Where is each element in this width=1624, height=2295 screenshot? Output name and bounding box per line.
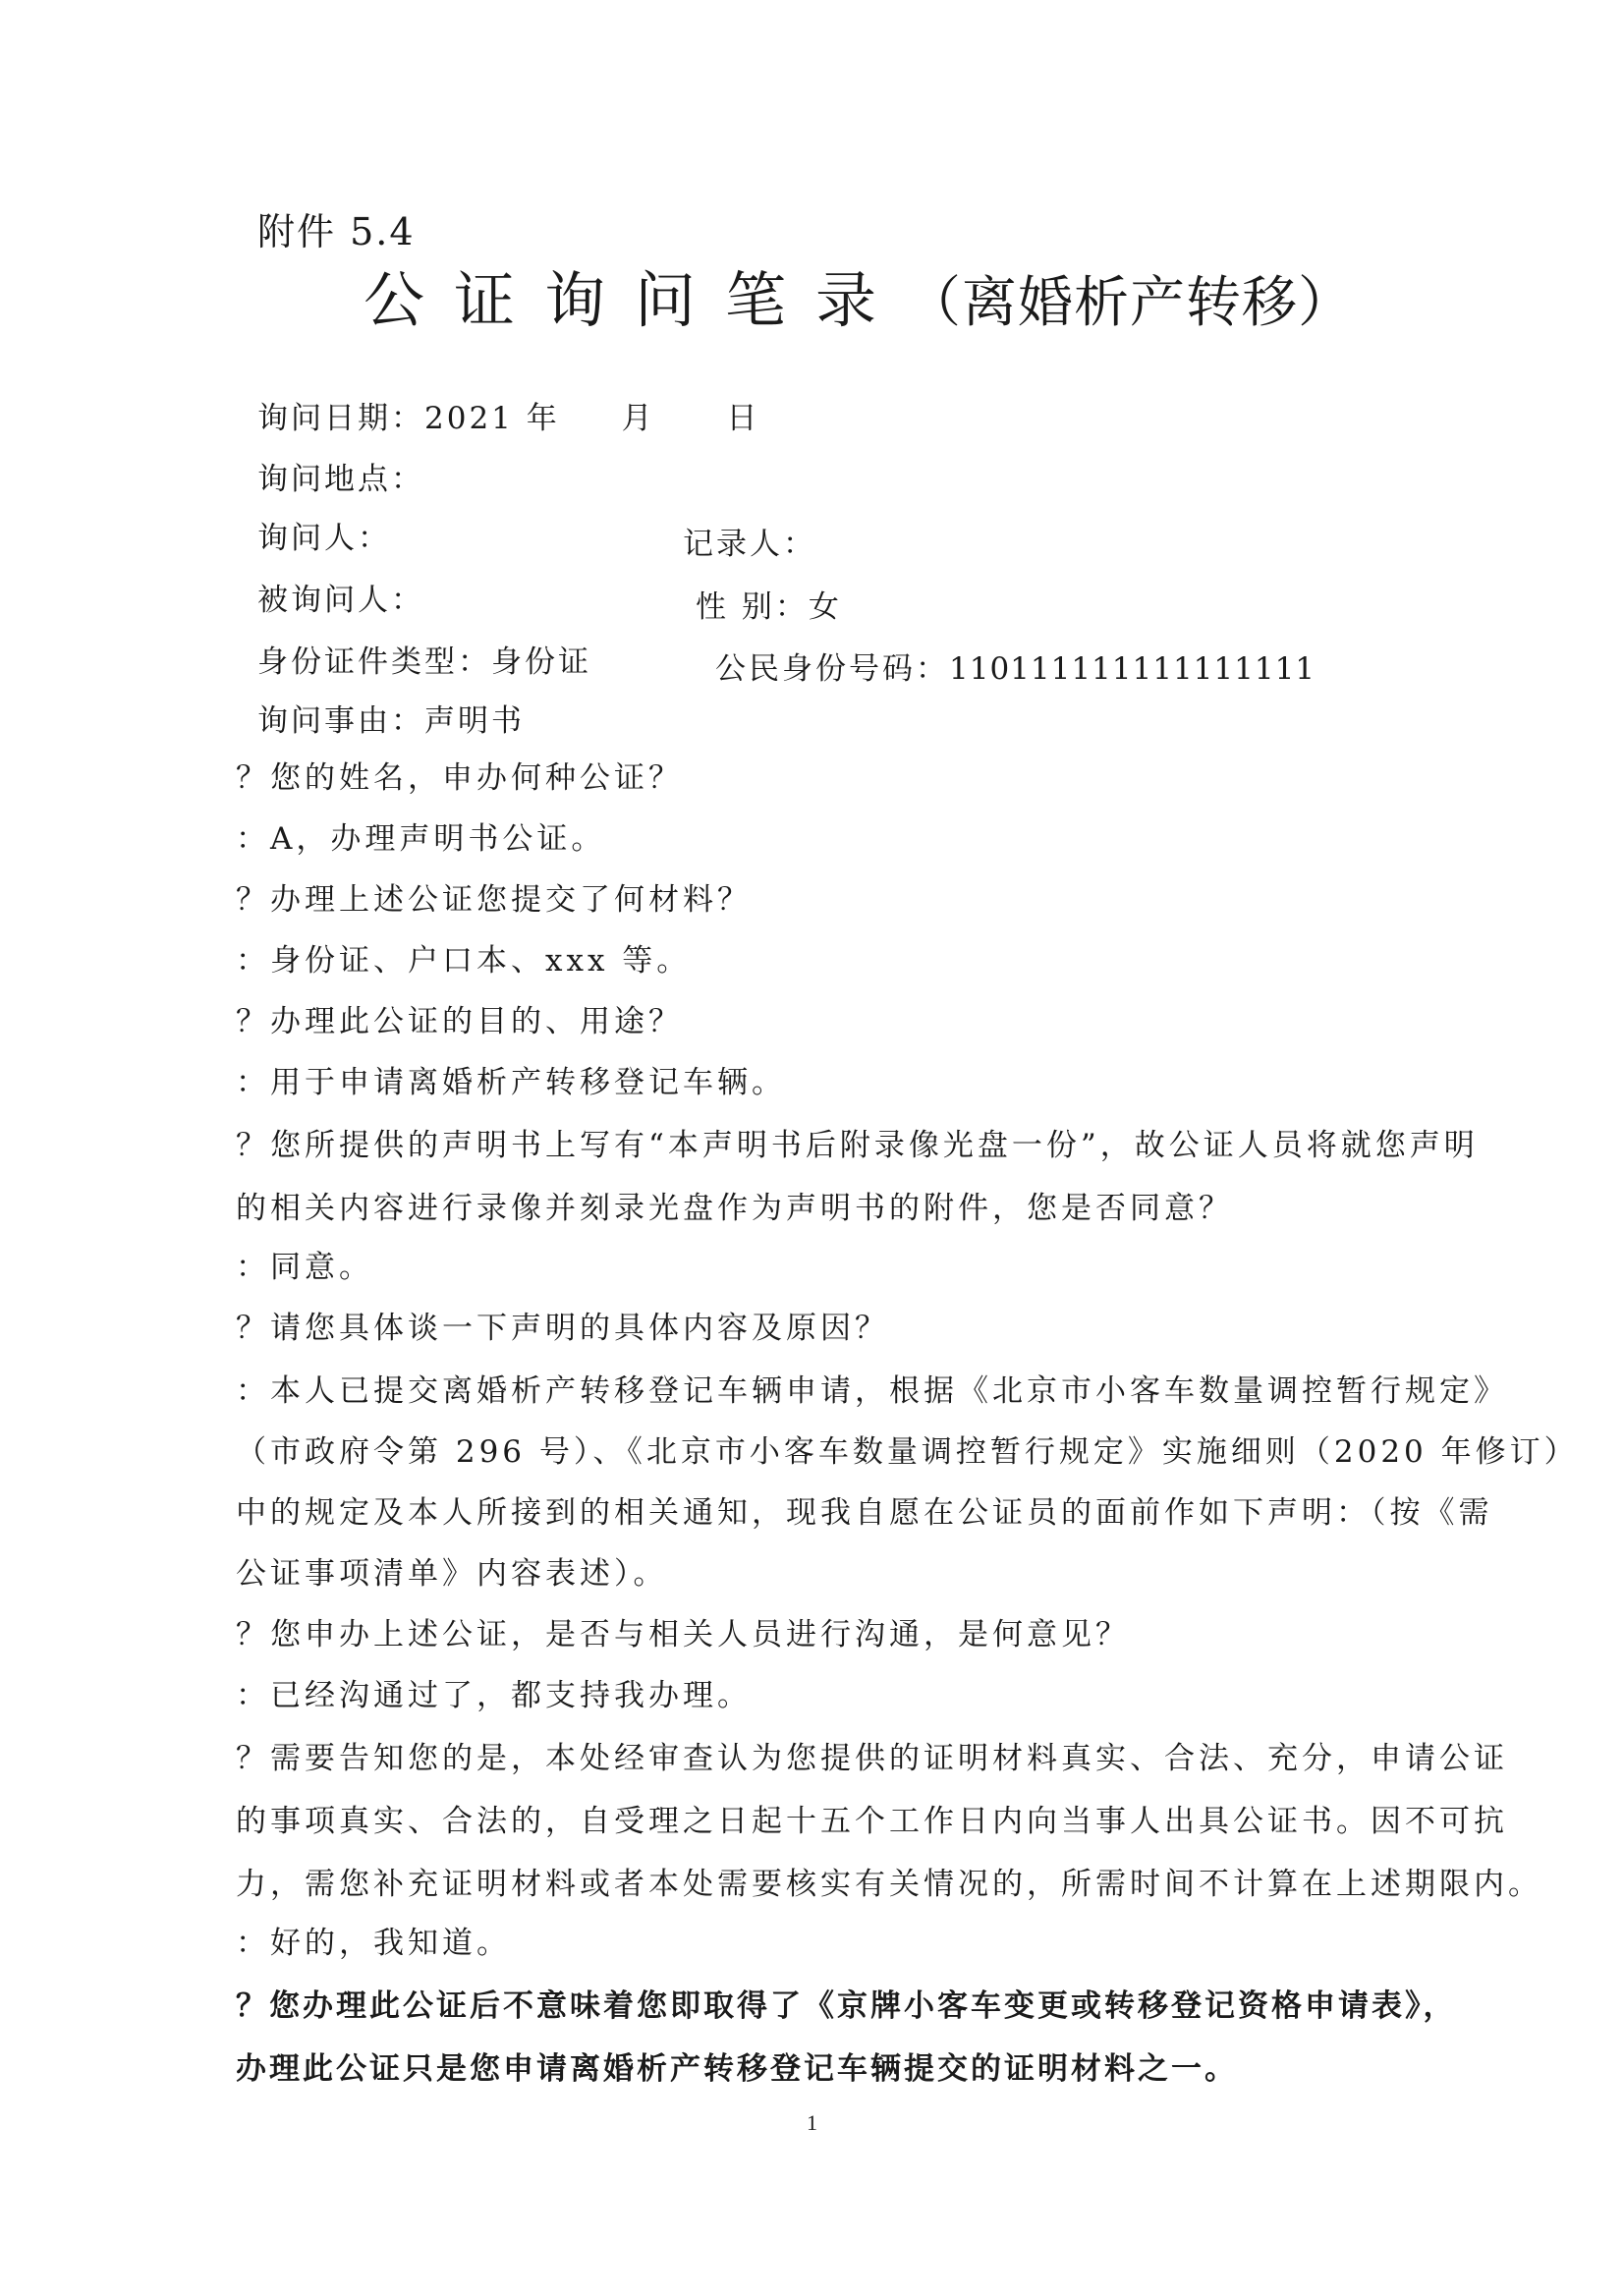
date-year: 2021 年: [424, 401, 560, 436]
title-sub: （离婚析产转移）: [906, 271, 1355, 335]
id-number-value: 110111111111111111: [949, 651, 1316, 687]
qa-line: ：用于申请离婚析产转移登记车辆。: [236, 1065, 786, 1100]
reason-value: 声明书: [424, 703, 525, 739]
qa-line: ？您所提供的声明书上写有“本声明书后附录像光盘一份”，故公证人员将就您声明: [236, 1128, 1479, 1163]
qa-line: ：好的，我知道。: [236, 1926, 511, 1961]
page-number: 1: [807, 2110, 817, 2135]
interviewer-row: [257, 513, 391, 557]
qa-line: ？办理此公证的目的、用途？: [236, 1004, 683, 1039]
reason-row: [257, 696, 525, 740]
qa-line: 的相关内容进行录像并刻录光盘作为声明书的附件，您是否同意？: [236, 1191, 1233, 1226]
qa-line: 公证事项清单》内容表述）。: [236, 1556, 668, 1592]
title-main: 公证询问笔录: [364, 264, 907, 336]
date-row: [257, 393, 759, 437]
interviewee-row: [257, 575, 424, 619]
reason-label: 询问事由：: [257, 703, 424, 739]
id-number-label: 公民身份号码：: [715, 651, 949, 687]
qa-line: 力，需您补充证明材料或者本处需要核实有关情况的，所需时间不计算在上述期限内。: [236, 1867, 1542, 1902]
qa-line-bold: ？您办理此公证后不意味着您即取得了《京牌小客车变更或转移登记资格申请表》，: [236, 1988, 1457, 2024]
qa-line: ？您的姓名，申办何种公证？: [236, 760, 683, 796]
id-number-field: [715, 644, 1316, 688]
qa-line-bold: 办理此公证只是您申请离婚析产转移登记车辆提交的证明材料之一。: [236, 2051, 1238, 2087]
interviewer-label: 询问人：: [257, 521, 391, 556]
date-day: 日: [726, 401, 760, 436]
qa-line: ？需要告知您的是，本处经审查认为您提供的证明材料真实、合法、充分，申请公证: [236, 1741, 1508, 1776]
id-type-row: [257, 637, 591, 681]
qa-line: ：A，办理声明书公证。: [236, 821, 606, 857]
gender-field: [696, 582, 842, 626]
date-label: 询问日期：: [257, 401, 424, 436]
qa-line: ？请您具体谈一下声明的具体内容及原因？: [236, 1311, 889, 1346]
qa-line: （市政府令第 296 号）、《北京市小客车数量调控暂行规定》实施细则（2020 年修订）: [236, 1434, 1579, 1470]
date-month: 月: [621, 401, 655, 436]
qa-line: ：已经沟通过了，都支持我办理。: [236, 1678, 752, 1713]
location-row: [257, 454, 424, 498]
gender-value: 女: [808, 589, 842, 625]
interviewee-label: 被询问人：: [257, 583, 424, 618]
attachment-label: 附件 5.4: [257, 210, 416, 253]
qa-line: ：同意。: [236, 1250, 373, 1285]
qa-line: 的事项真实、合法的，自受理之日起十五个工作日内向当事人出具公证书。因不可抗: [236, 1804, 1508, 1839]
qa-line: ？办理上述公证您提交了何材料？: [236, 882, 752, 918]
id-type-value: 身份证: [491, 644, 591, 680]
qa-line: 中的规定及本人所接到的相关通知，现我自愿在公证员的面前作如下声明：（按《需: [236, 1495, 1493, 1531]
id-type-label: 身份证件类型：: [257, 644, 491, 680]
qa-line: ？您申办上述公证，是否与相关人员进行沟通，是何意见？: [236, 1617, 1130, 1652]
qa-line: ：身份证、户口本、xxx 等。: [236, 943, 692, 979]
page-title: [364, 252, 1354, 339]
qa-line: ：本人已提交离婚析产转移登记车辆申请，根据《北京市小客车数量调控暂行规定》: [236, 1373, 1508, 1409]
gender-label: 性 别：: [696, 589, 809, 625]
recorder-field: [683, 519, 816, 563]
location-label: 询问地点：: [257, 462, 424, 497]
recorder-label: 记录人：: [683, 527, 816, 562]
